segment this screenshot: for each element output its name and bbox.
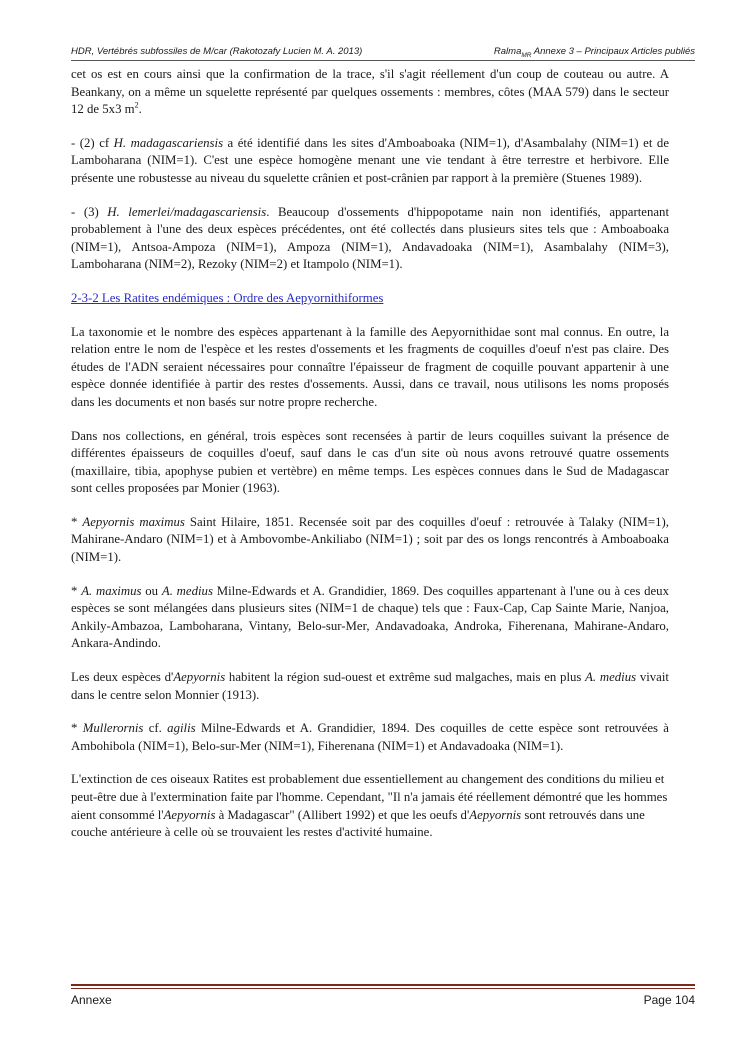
p10-species1: Aepyornis [163,807,216,822]
paragraph-mullerornis [71,720,669,755]
p6-prefix: * [71,514,83,529]
header-annex-suffix: Annexe 3 – Principaux Articles publiés [531,46,695,57]
paragraph-taxonomie: La taxonomie et le nombre des espèces appartenant à la famille des Aepyornithidae sont mal connus. En outre, la relation entre le nom de l'espèce et les restes d'ossements et les fragments de coquilles d'oeuf n'est pas claire. Des études de l'ADN seraient nécessaires pour connaître l'épaisseur de fragment de coquille pouvant appartenir à une espèce donnée identifiée à partir des restes d'ossements. Aussi, dans ce travail, nous utilisons les noms proposés dans les documents et non basés sur notre propre recherche. [71,324,669,409]
p9-prefix: * [71,721,83,736]
p3-text: . Beaucoup d'ossements d'hippopotame nain non identifiés, appartenant probablement à l'une des deux espèces précédentes, ont été collectés dans plusieurs sites tels que : Amboaboaka (NIM=1), Antsoa-Ampoza (NIM=1), Ampoza (NIM=1), Andavadoaka (NIM=1), Asambalahy (NIM=3), Lamboharana (NIM=2), Rezoky (NIM=2) et Itampolo (NIM=1). [71,204,669,272]
p7-mid: ou [141,583,162,598]
paragraph-maximus-medius [71,583,669,653]
p6-text: Saint Hilaire, 1851. Recensée soit par des coquilles d'oeuf : retrouvée à Talaky (NIM=1), Mahirane-Andaro (NIM=1) et à Ambovombe-Ankiliabo (NIM=1) ; soit par des os longs rencontrés à Amboaboaka (NIM=1). [71,514,669,565]
p2-text: a été identifié dans les sites d'Amboaboaka (NIM=1), d'Asambalahy (NIM=1) et de Lamboharana (NIM=1). C'est une espèce homogène menant une vie tendant à être terrestre et herbivore. Elle présente une robustesse au niveau du squelette crânien et post-crânien par rapport à la première (Stuenes 1989). [71,135,669,185]
p8-mid: habitent la région sud-ouest et extrême sud malgaches, mais en plus [225,670,586,685]
p9-mid: cf. [143,721,168,736]
paragraph-os-trace [71,66,669,119]
page-header [71,44,695,61]
paragraph-extinction [71,771,669,841]
p10-text: sont retrouvés dans une couche antérieure à celle où se trouvaient les restes d'activité humaine. [71,807,645,840]
p6-species: Aepyornis maximus [82,514,185,529]
p9-species2: agilis [167,721,196,736]
p1-sup: 2 [134,100,139,110]
p2-prefix: - (2) cf [71,135,114,150]
page-body [71,66,669,842]
footer-annex-label: Annexe [71,993,112,1007]
paragraph-collections: Dans nos collections, en général, trois espèces sont recensées à partir de leurs coquilles suivant la présence de différentes épaisseurs de coquilles d'oeuf, sauf dans le cas d'un site où nous avons retrouvé quatre ossements (maxillaire, tibia, apophyse pubien et vertèbre) en même temps. Les espèces connues dans le Sud de Madagascar sont celles proposées par Monier (1963). [71,428,669,496]
p3-species: H. lemerlei/madagascariensis [107,204,267,219]
p10-species2: Aepyornis [469,807,522,822]
p1-text: cet os est en cours ainsi que la confirmation de la trace, s'il s'agit réellement d'un coup de couteau ou autre. A Beankany, on a même un squelette représenté par quelques ossements : membres, côtes (MAA 579) dans le secteur 12 de 5x3 m [71,67,669,117]
p7-text: Milne-Edwards et A. Grandidier, 1869. Des coquilles appartenant à l'une ou à ces deux espèces se sont mélangées dans plusieurs sites (NIM=1 de chaque) tels que : Faux-Cap, Cap Sainte Marie, Nanjoa, Ankily-Ambazoa, Lamboharana, Vintany, Belo-sur-Mer, Andavadoaka, Androka, Fiherenana, Mahirane-Andaro, Ankara-Andindo. [71,583,669,651]
page-footer [71,993,695,1009]
p1-end: . [138,102,142,117]
footer-page-number: Page 104 [643,993,695,1007]
p10-mid: à Madagascar" (Allibert 1992) et que les oeufs d' [215,807,470,822]
p7-species1: A. maximus [81,583,142,598]
p9-species: Mullerornis [82,721,144,736]
p9-text: Milne-Edwards et A. Grandidier, 1894. Des coquilles de cette espèce sont retrouvées à Ambohibola (NIM=1), Belo-sur-Mer (NIM=1), Fiherenana (NIM=1) et Andavadoaka (NIM=1). [71,721,669,753]
footer-divider-thick [71,984,695,986]
p2-species: H. madagascariensis [113,135,224,150]
p3-prefix: - (3) [71,204,108,219]
header-annex-sub: MR [521,51,532,59]
paragraph-aepyornis-maximus [71,514,669,567]
p8-text: vivait dans le centre selon Monnier (1913). [71,670,669,702]
p7-prefix: * [71,583,82,598]
header-annex-prefix: Ralma [493,46,522,57]
p10-prefix: L'extinction de ces oiseaux Ratites est probablement due essentiellement au changement des conditions du milieu et peut-être due à l'extermination faite par l'homme. Cependant, "Il n'a jamais été réellement démontré que les hommes aient consommé l' [71,772,668,822]
p8-prefix: Les deux espèces d' [71,670,174,685]
paragraph-deux-especes [71,669,669,704]
header-title: HDR, Vertébrés subfossiles de M/car (Rakotozafy Lucien M. A. 2013) [71,46,363,57]
p8-species2: A. medius [585,670,637,685]
paragraph-h-madagascariensis [71,135,669,188]
header-annex [494,46,695,59]
p7-species2: A. medius [161,583,213,598]
section-title[interactable]: 2-3-2 Les Ratites endémiques : Ordre des Aepyornithiformes [71,290,384,305]
paragraph-h-lemerlei [71,204,669,274]
footer-divider-thin [71,988,695,989]
p8-species1: Aepyornis [173,670,226,685]
